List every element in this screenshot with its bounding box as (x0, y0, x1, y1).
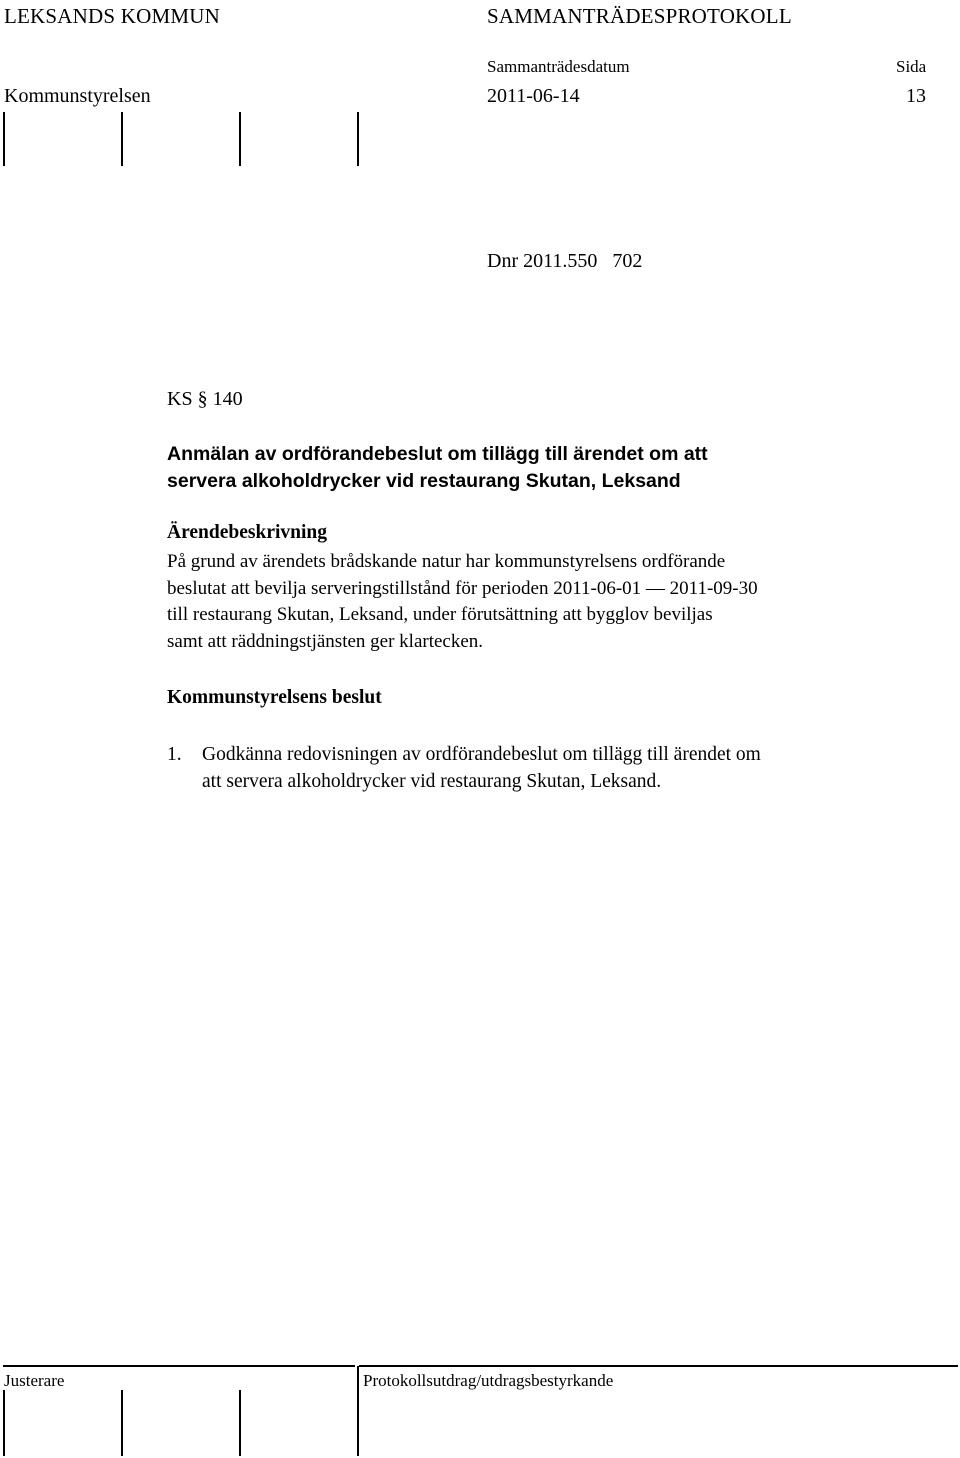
case-number: Dnr 2011.550 702 (487, 250, 643, 272)
extract-label: Protokollsutdrag/utdragsbestyrkande (363, 1371, 614, 1390)
decision-item-line-1: Godkänna redovisningen av ordförandebeslut om tillägg till ärendet om (202, 744, 761, 765)
footer-rule-1 (3, 1390, 5, 1456)
case-title (167, 441, 927, 495)
meeting-date: 2011-06-14 (487, 85, 580, 107)
organization-name: LEKSANDS KOMMUN (4, 4, 220, 28)
description-line: På grund av ärendets brådskande natur har kommunstyrelsens ordförande (167, 551, 726, 572)
description-line: beslutat att bevilja serveringstillstånd för perioden 2011-06-01 — 2011-09-30 (167, 577, 758, 599)
footer-rule-right (359, 1365, 958, 1367)
case-title-line-2: servera alkoholdrycker vid restaurang Skutan, Leksand (167, 470, 681, 492)
header-rule-3 (239, 112, 241, 166)
description-line: samt att räddningstjänsten ger klartecken. (167, 630, 484, 652)
description-heading: Ärendebeskrivning (167, 522, 327, 543)
committee-name: Kommunstyrelsen (4, 85, 151, 107)
header-rule-2 (121, 112, 123, 166)
footer-rule-2 (121, 1390, 123, 1456)
section-number: KS § 140 (167, 388, 243, 410)
header-rule-1 (3, 112, 5, 166)
page-number: 13 (906, 85, 926, 107)
decision-item-line-2: att servera alkoholdrycker vid restaurang Skutan, Leksand. (202, 771, 662, 792)
decision-heading: Kommunstyrelsens beslut (167, 687, 382, 708)
description-line: till restaurang Skutan, Leksand, under förutsättning att bygglov beviljas (167, 604, 713, 625)
decision-item (167, 741, 887, 795)
case-title-line-1: Anmälan av ordförandebeslut om tillägg till ärendet om att (167, 443, 708, 465)
meeting-date-label: Sammanträdesdatum (487, 57, 630, 76)
decision-item-number: 1. (167, 744, 182, 765)
footer-rule-4 (357, 1366, 359, 1456)
document-type: SAMMANTRÄDESPROTOKOLL (487, 4, 792, 28)
footer-rule-left (3, 1365, 355, 1367)
page-label: Sida (896, 57, 927, 76)
footer-rule-3 (239, 1390, 241, 1456)
description-body (167, 549, 887, 655)
header-rule-4 (357, 112, 359, 166)
signers-label: Justerare (4, 1371, 65, 1390)
